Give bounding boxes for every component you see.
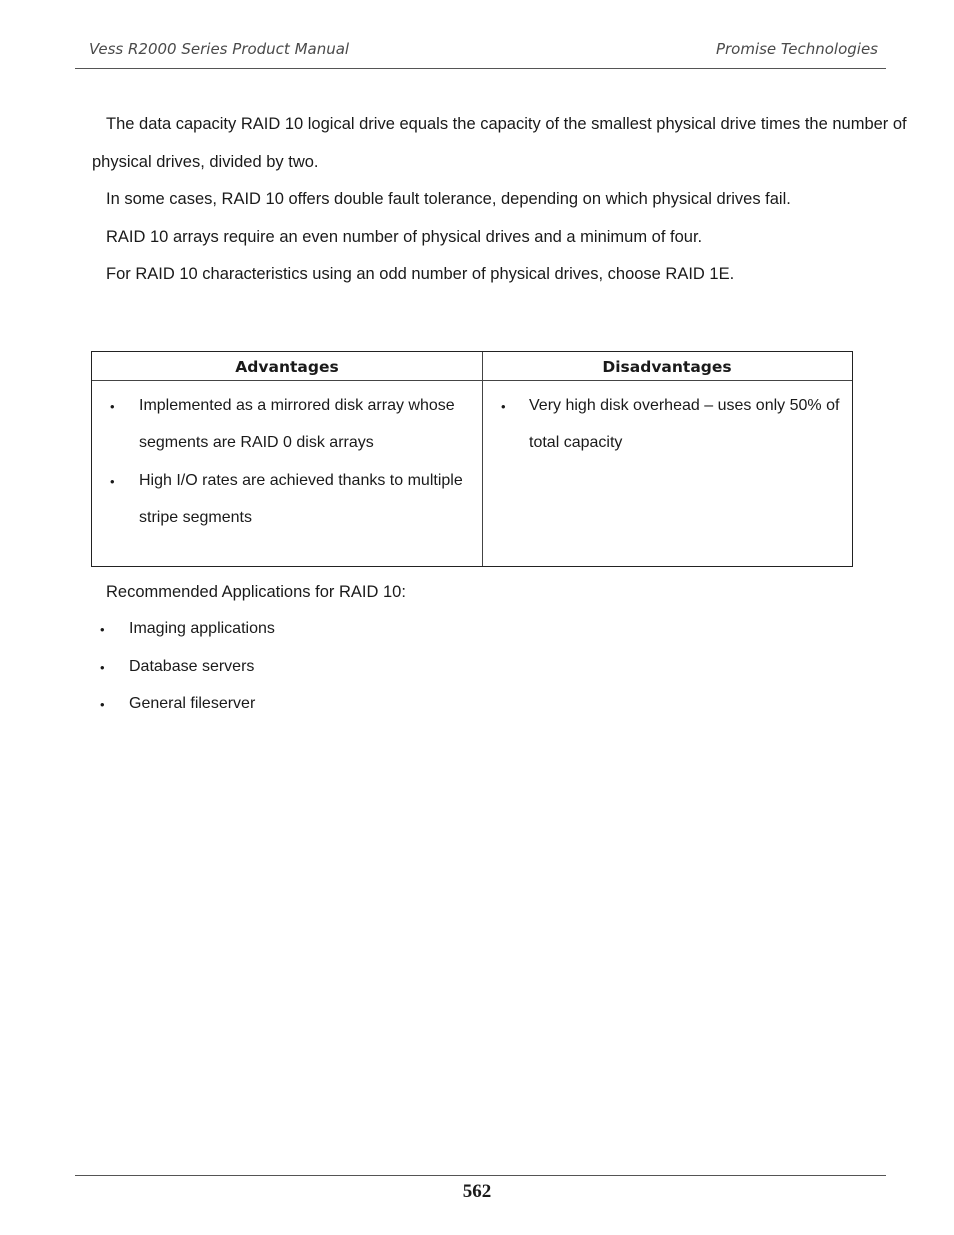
bullet-icon: • (110, 399, 115, 414)
advantage-1-line2: segments are RAID 0 disk arrays (139, 434, 374, 451)
footer-divider (75, 1175, 886, 1176)
application-item: General fileserver (129, 695, 256, 712)
header-divider (75, 68, 886, 69)
paragraph-odd-drives: For RAID 10 characteristics using an odd number of physical drives, choose RAID 1E. (106, 265, 735, 283)
header-manual-title: Vess R2000 Series Product Manual (89, 40, 350, 58)
advantages-disadvantages-table (91, 351, 853, 567)
advantage-2-line2: stripe segments (139, 509, 252, 526)
advantages-header: Advantages (235, 358, 339, 376)
table-header-divider (92, 380, 852, 381)
advantage-1-line1: Implemented as a mirrored disk array whose (139, 397, 455, 414)
application-item: Database servers (129, 658, 255, 675)
bullet-icon: • (501, 399, 506, 414)
paragraph-capacity-line2: physical drives, divided by two. (92, 153, 319, 171)
header-company-name: Promise Technologies (715, 40, 878, 58)
disadvantage-1-line2: total capacity (529, 434, 623, 451)
disadvantage-1-line1: Very high disk overhead – uses only 50% of (529, 397, 840, 414)
table-column-divider (482, 352, 483, 566)
page-number: 562 (462, 1181, 492, 1202)
paragraph-capacity-line1: The data capacity RAID 10 logical drive equals the capacity of the smallest physical drive times the number of (106, 115, 907, 133)
advantage-2-line1: High I/O rates are achieved thanks to multiple (139, 472, 463, 489)
application-item: Imaging applications (129, 620, 275, 637)
applications-intro: Recommended Applications for RAID 10: (106, 583, 406, 601)
bullet-icon: • (100, 622, 105, 637)
bullet-icon: • (110, 474, 115, 489)
disadvantages-header: Disadvantages (602, 358, 732, 376)
bullet-icon: • (100, 660, 105, 675)
paragraph-fault-tolerance: In some cases, RAID 10 offers double fault tolerance, depending on which physical drives fail. (106, 190, 791, 208)
bullet-icon: • (100, 697, 105, 712)
paragraph-drive-requirements: RAID 10 arrays require an even number of physical drives and a minimum of four. (106, 228, 703, 246)
